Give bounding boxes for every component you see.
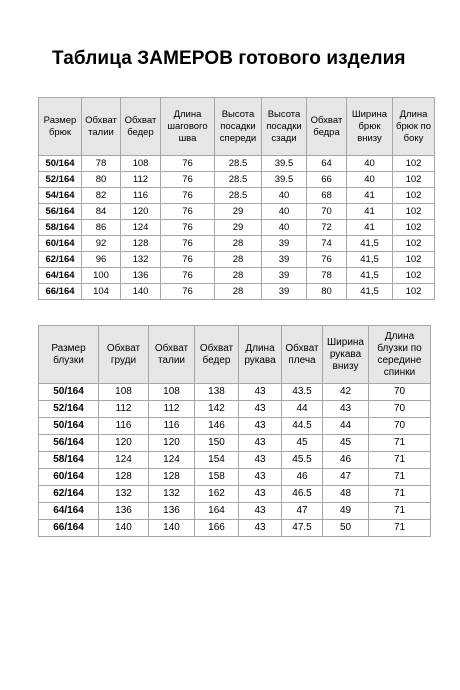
value-cell: 80 [82,172,121,188]
value-cell: 71 [369,435,431,452]
value-cell: 41,5 [347,284,393,300]
value-cell: 40 [262,220,307,236]
column-header: Высота посадки спереди [215,98,262,156]
value-cell: 43 [239,418,282,435]
value-cell: 102 [393,284,435,300]
value-cell: 76 [161,188,215,204]
table-row [39,252,435,268]
value-cell: 71 [369,503,431,520]
value-cell: 102 [393,268,435,284]
column-header: Обхват талии [82,98,121,156]
value-cell: 112 [99,401,149,418]
blouse-measurements-table [38,325,431,537]
size-cell: 56/164 [39,204,82,220]
size-cell: 50/164 [39,418,99,435]
value-cell: 70 [369,418,431,435]
value-cell: 43 [239,401,282,418]
value-cell: 41 [347,188,393,204]
table-row [39,156,435,172]
value-cell: 128 [121,236,161,252]
column-header: Обхват бедер [195,326,239,384]
value-cell: 102 [393,236,435,252]
size-cell: 64/164 [39,503,99,520]
value-cell: 78 [307,268,347,284]
value-cell: 44.5 [282,418,323,435]
value-cell: 45 [282,435,323,452]
column-header: Обхват талии [149,326,195,384]
value-cell: 39 [262,252,307,268]
value-cell: 44 [282,401,323,418]
value-cell: 45 [323,435,369,452]
value-cell: 140 [121,284,161,300]
size-cell: 66/164 [39,520,99,537]
value-cell: 72 [307,220,347,236]
value-cell: 41,5 [347,268,393,284]
table-row [39,220,435,236]
value-cell: 124 [149,452,195,469]
value-cell: 76 [161,284,215,300]
value-cell: 28.5 [215,172,262,188]
value-cell: 140 [99,520,149,537]
value-cell: 76 [161,156,215,172]
value-cell: 47 [323,469,369,486]
value-cell: 41 [347,204,393,220]
value-cell: 42 [323,384,369,401]
value-cell: 132 [121,252,161,268]
value-cell: 66 [307,172,347,188]
column-header: Обхват бедер [121,98,161,156]
value-cell: 86 [82,220,121,236]
value-cell: 120 [121,204,161,220]
size-cell: 56/164 [39,435,99,452]
value-cell: 29 [215,204,262,220]
value-cell: 28 [215,236,262,252]
size-cell: 52/164 [39,172,82,188]
value-cell: 120 [149,435,195,452]
value-cell: 71 [369,486,431,503]
value-cell: 136 [149,503,195,520]
size-cell: 58/164 [39,452,99,469]
value-cell: 47.5 [282,520,323,537]
value-cell: 47 [282,503,323,520]
value-cell: 76 [161,236,215,252]
value-cell: 28 [215,284,262,300]
value-cell: 76 [161,220,215,236]
value-cell: 132 [149,486,195,503]
table-row [39,236,435,252]
value-cell: 39.5 [262,172,307,188]
column-header: Высота посадки сзади [262,98,307,156]
value-cell: 80 [307,284,347,300]
value-cell: 28 [215,252,262,268]
value-cell: 128 [99,469,149,486]
value-cell: 39 [262,236,307,252]
value-cell: 28 [215,268,262,284]
value-cell: 40 [347,156,393,172]
value-cell: 166 [195,520,239,537]
table-row [39,469,431,486]
value-cell: 96 [82,252,121,268]
value-cell: 76 [161,268,215,284]
value-cell: 136 [99,503,149,520]
size-cell: 60/164 [39,236,82,252]
size-cell: 50/164 [39,156,82,172]
value-cell: 68 [307,188,347,204]
table-header-row [39,98,435,156]
value-cell: 39.5 [262,156,307,172]
value-cell: 45.5 [282,452,323,469]
size-cell: 62/164 [39,486,99,503]
value-cell: 100 [82,268,121,284]
column-header: Обхват плеча [282,326,323,384]
value-cell: 70 [369,401,431,418]
column-header: Длина блузки по середине спинки [369,326,431,384]
value-cell: 102 [393,220,435,236]
value-cell: 43 [239,452,282,469]
value-cell: 132 [99,486,149,503]
value-cell: 102 [393,204,435,220]
value-cell: 116 [121,188,161,204]
value-cell: 92 [82,236,121,252]
table-row [39,486,431,503]
column-header: Размер блузки [39,326,99,384]
value-cell: 43 [239,503,282,520]
value-cell: 43.5 [282,384,323,401]
value-cell: 84 [82,204,121,220]
value-cell: 49 [323,503,369,520]
size-cell: 60/164 [39,469,99,486]
size-cell: 52/164 [39,401,99,418]
value-cell: 43 [239,384,282,401]
value-cell: 76 [161,172,215,188]
value-cell: 76 [161,252,215,268]
value-cell: 40 [262,204,307,220]
value-cell: 102 [393,188,435,204]
column-header: Длина шагового шва [161,98,215,156]
table-row [39,520,431,537]
value-cell: 44 [323,418,369,435]
size-cell: 66/164 [39,284,82,300]
value-cell: 39 [262,268,307,284]
value-cell: 78 [82,156,121,172]
value-cell: 46 [282,469,323,486]
value-cell: 41,5 [347,236,393,252]
value-cell: 128 [149,469,195,486]
value-cell: 70 [307,204,347,220]
size-cell: 62/164 [39,252,82,268]
value-cell: 102 [393,172,435,188]
value-cell: 40 [262,188,307,204]
value-cell: 124 [99,452,149,469]
value-cell: 70 [369,384,431,401]
column-header: Ширина рукава внизу [323,326,369,384]
value-cell: 71 [369,469,431,486]
value-cell: 76 [307,252,347,268]
pants-measurements-table [38,97,435,300]
value-cell: 43 [323,401,369,418]
value-cell: 150 [195,435,239,452]
value-cell: 28.5 [215,188,262,204]
table-row [39,401,431,418]
value-cell: 102 [393,252,435,268]
value-cell: 120 [99,435,149,452]
table-row [39,204,435,220]
value-cell: 140 [149,520,195,537]
value-cell: 146 [195,418,239,435]
value-cell: 43 [239,435,282,452]
value-cell: 43 [239,486,282,503]
value-cell: 116 [99,418,149,435]
value-cell: 76 [161,204,215,220]
column-header: Длина брюк по боку [393,98,435,156]
size-cell: 64/164 [39,268,82,284]
value-cell: 71 [369,452,431,469]
value-cell: 43 [239,469,282,486]
value-cell: 71 [369,520,431,537]
column-header: Длина рукава [239,326,282,384]
value-cell: 48 [323,486,369,503]
value-cell: 40 [347,172,393,188]
value-cell: 108 [149,384,195,401]
value-cell: 162 [195,486,239,503]
value-cell: 124 [121,220,161,236]
table-row [39,503,431,520]
value-cell: 154 [195,452,239,469]
value-cell: 138 [195,384,239,401]
column-header: Размер брюк [39,98,82,156]
value-cell: 108 [99,384,149,401]
value-cell: 46.5 [282,486,323,503]
size-cell: 54/164 [39,188,82,204]
column-header: Обхват бедра [307,98,347,156]
value-cell: 43 [239,520,282,537]
value-cell: 28.5 [215,156,262,172]
value-cell: 46 [323,452,369,469]
table-row [39,284,435,300]
value-cell: 112 [121,172,161,188]
table-row [39,172,435,188]
size-cell: 58/164 [39,220,82,236]
value-cell: 29 [215,220,262,236]
value-cell: 112 [149,401,195,418]
column-header: Обхват груди [99,326,149,384]
value-cell: 50 [323,520,369,537]
column-header: Ширина брюк внизу [347,98,393,156]
value-cell: 102 [393,156,435,172]
value-cell: 41,5 [347,252,393,268]
value-cell: 136 [121,268,161,284]
table-row [39,452,431,469]
value-cell: 158 [195,469,239,486]
value-cell: 142 [195,401,239,418]
value-cell: 116 [149,418,195,435]
table-row [39,418,431,435]
table-header-row [39,326,431,384]
value-cell: 164 [195,503,239,520]
value-cell: 64 [307,156,347,172]
page-title: Таблица ЗАМЕРОВ готового изделия [52,48,406,69]
table-row [39,188,435,204]
table-row [39,268,435,284]
value-cell: 41 [347,220,393,236]
size-cell: 50/164 [39,384,99,401]
value-cell: 39 [262,284,307,300]
value-cell: 74 [307,236,347,252]
value-cell: 104 [82,284,121,300]
value-cell: 82 [82,188,121,204]
value-cell: 108 [121,156,161,172]
table-row [39,435,431,452]
table-row [39,384,431,401]
